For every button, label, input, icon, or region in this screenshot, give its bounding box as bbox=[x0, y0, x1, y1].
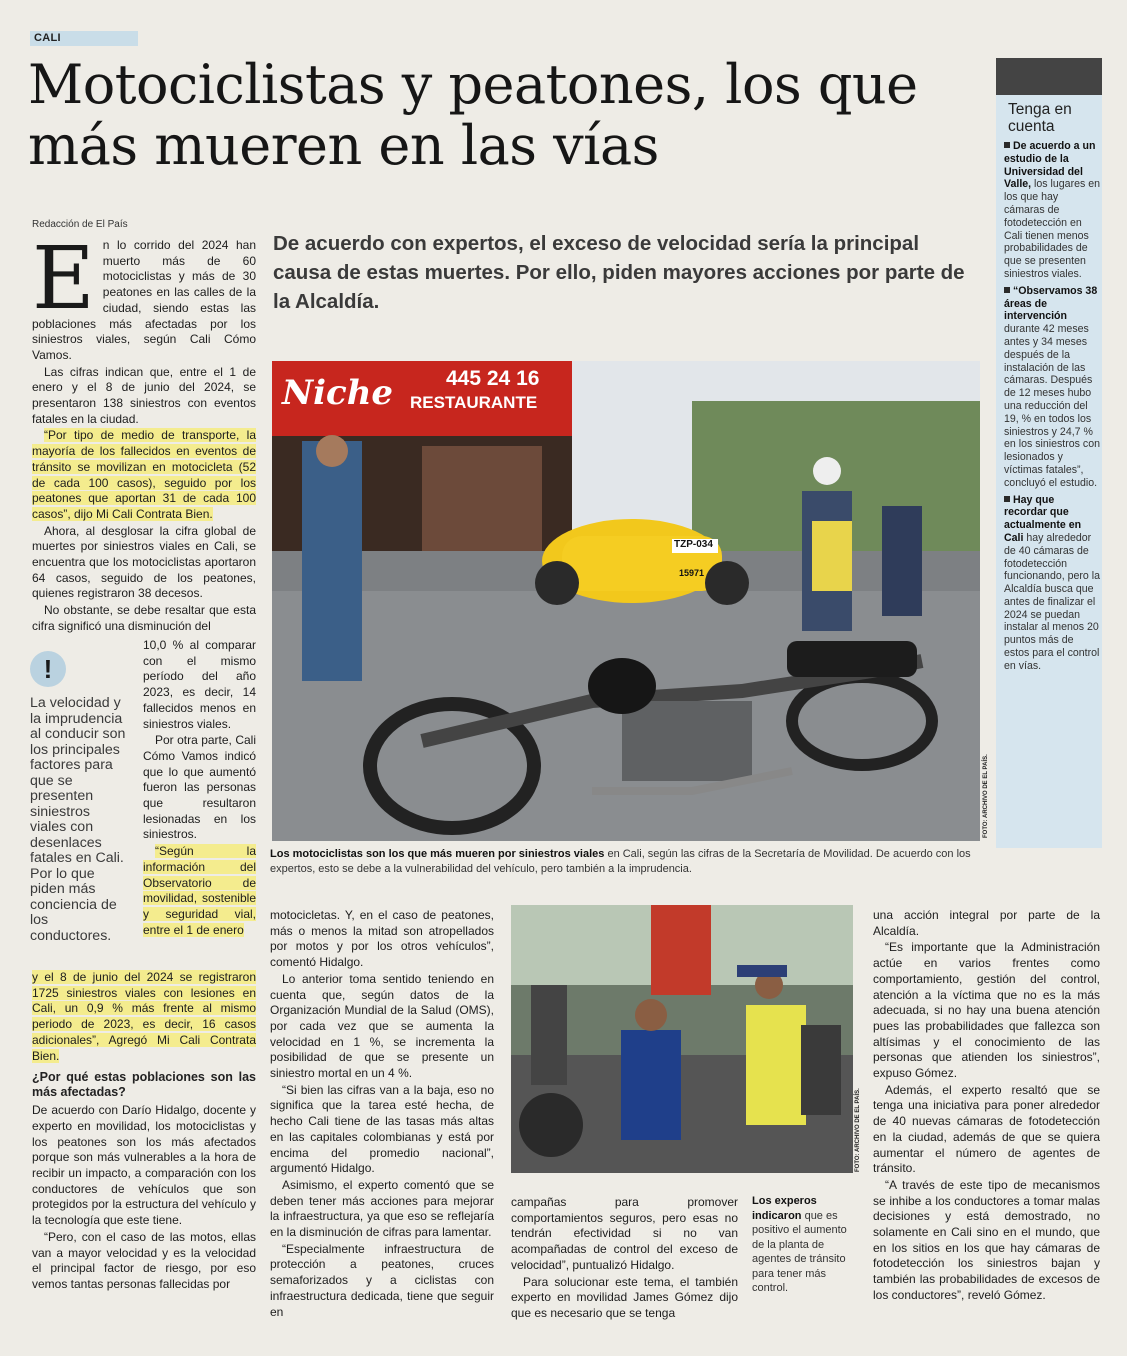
plate-number: TZP-034 bbox=[674, 539, 713, 550]
column-3 bbox=[511, 1195, 738, 1323]
paragraph: Por otra parte, Cali Cómo Vamos indicó que lo que aumentó fueron las personas que resultaron lesionadas en los siniestros. bbox=[143, 733, 256, 842]
paragraph: “Si bien las cifras van a la baja, eso no significa que la tarea esté hecha, de hecho Cali tiene de las tasas más altas en las capitales colombianas y está por encima del promedio nacional”, argumentó Hidalgo. bbox=[270, 1082, 494, 1176]
paragraph: De acuerdo con Darío Hidalgo, docente y experto en movilidad, los motociclistas y los peatones son los más afectados porque son más vulnerables a la hora de recibir un impacto, a comparación con los conductores de vehículos que son protegidos por la estructura del vehículo y la tecnología que este tiene. bbox=[32, 1103, 256, 1228]
caption-bold: Los experos indicaron bbox=[752, 1195, 817, 1222]
paragraph bbox=[143, 844, 256, 938]
paragraph: 10,0 % al comparar con el mismo período del año 2023, es decir, 14 fallecidos menos en siniestros viales. bbox=[143, 638, 256, 731]
paragraph: Además, el experto resaltó que se tenga una iniciativa para poner alrededor de 40 nuevas cámaras de fotodetección en la ciudad, además de que se quiera aumentar el número de agentes de tránsito. bbox=[873, 1082, 1100, 1176]
paragraph: una acción integral por parte de la Alcaldía. bbox=[873, 908, 1100, 938]
sidebar-item bbox=[1004, 285, 1100, 490]
paragraph: “Es importante que la Administración actúe en varios frentes como comportamiento, gestión del control, atención a la víctima que no es la más adecuada, si no hay una buena atención pues las probabilidades que fallezca son altísimas y el conocimiento de las personas que atienden los siniestros”, expuso Gómez. bbox=[873, 940, 1100, 1081]
paragraph: Para solucionar este tema, el también experto en movilidad James Gómez dijo que es necesario que se tenga bbox=[511, 1274, 738, 1320]
column-1-bottom bbox=[32, 970, 256, 1294]
highlighted-quote: y el 8 de junio del 2024 se registraron 1725 siniestros viales con lesiones en Cali, un 0,9 % más frente al mismo periodo de 2023, es decir, 16 casos adicionales”, Agregó Mi Cali Contrata Bien. bbox=[32, 970, 256, 1063]
paragraph: Asimismo, el experto comentó que se deben tener más acciones para mejorar la infraestructura, ya que eso se reflejaría en la disminución de cifras para lamentar. bbox=[270, 1177, 494, 1240]
pull-quote bbox=[30, 651, 130, 944]
sign-word: RESTAURANTE bbox=[410, 393, 538, 412]
paragraph: Ahora, al desglosar la cifra global de muertes por siniestros viales en Cali, se encuentra que los motociclistas aportaron 64 casos, seguido de los peatones, quienes registraron 38 decesos. bbox=[32, 523, 256, 601]
sidebar-header-bar bbox=[996, 58, 1102, 95]
sidebar-item-text: durante 42 meses antes y 34 meses después de la instalación de las cámaras. Después de 12 meses hubo una reducción del 19, % en todos los siniestros y 24,7 % en los siniestros con lesionados y víctimas fatales”, concluyó el estudio. bbox=[1004, 323, 1100, 489]
caption-rest: que es positivo el aumento de la planta de agentes de tránsito para tener más control. bbox=[752, 1209, 847, 1294]
sidebar-item bbox=[1004, 494, 1100, 673]
paragraph: No obstante, se debe resaltar que esta cifra significó una disminución del bbox=[32, 603, 256, 633]
crash-scene-illustration bbox=[272, 361, 980, 841]
highlighted-quote: “Según la información del Observatorio de movilidad, sostenible y seguridad vial, entre el 1 de enero bbox=[143, 844, 256, 937]
paragraph: Las cifras indican que, entre el 1 de enero y el 8 de junio del 2024, se presentaron 138 siniestros con eventos fatales en la ciudad. bbox=[32, 364, 256, 426]
paragraph: n lo corrido del 2024 han muerto más de 60 motociclistas y más de 30 peatones en las calles de la ciudad, siendo estas las poblaciones más afectadas por los siniestros viales, según Cali Cómo Vamos. bbox=[32, 238, 256, 362]
caption-rest: en Cali, según las cifras de la Secretaría de Movilidad. De acuerdo con los expertos, esto se debe a la vulnerabilidad del vehículo, pero también a la imprudencia. bbox=[270, 848, 971, 875]
column-1-narrow bbox=[143, 638, 256, 939]
photo-caption bbox=[752, 1194, 856, 1296]
sign-name: Niche bbox=[282, 373, 394, 413]
sidebar-tenga-en-cuenta bbox=[996, 58, 1102, 848]
sidebar-item-bold: Hay que recordar que actualmente en Cali bbox=[1004, 493, 1082, 544]
column-2 bbox=[270, 908, 494, 1321]
paragraph: campañas para promover comportamientos seguros, pero esas no tendrán efectividad si no van acompañadas de control del exceso de velocidad”, puntualizó Hidalgo. bbox=[511, 1195, 738, 1272]
deck-subtitle: De acuerdo con expertos, el exceso de velocidad sería la principal causa de estas muertes. Por ello, piden mayores acciones por parte de la Alcaldía. bbox=[273, 232, 965, 313]
sidebar-item-text: los lugares en los que hay cámaras de fotodetección en Cali tienen menos probabilidades de que se presenten siniestros viales. bbox=[1004, 178, 1101, 280]
sidebar-item-bold: “Observamos 38 áreas de intervención bbox=[1004, 284, 1098, 323]
photo-traffic-agents bbox=[511, 905, 853, 1173]
photo-credit: FOTO: ARCHIVO DE EL PAÍS. bbox=[983, 754, 989, 838]
paragraph: “Pero, con el caso de las motos, ellas van a mayor velocidad y es la velocidad el principal factor de riesgo, por eso vemos tantas personas fallecidas por bbox=[32, 1229, 256, 1291]
sidebar-item bbox=[1004, 140, 1100, 281]
sign-phone: 445 24 16 bbox=[446, 367, 540, 390]
caption-bold: Los motociclistas son los que más mueren por siniestros viales bbox=[270, 848, 605, 860]
bullet-square-icon bbox=[1004, 142, 1010, 148]
photo-motorcycle-crash bbox=[272, 361, 980, 841]
paragraph: “A través de este tipo de mecanismos se inhibe a los conductores a tomar malas decisiones y está demostrado, no solamente en Cali sino en el mundo, que en los sitios en los que hay cámaras de fotodetección los siniestros bajan y también las probabilidades de excesos de los conductores”, reveló Gómez. bbox=[873, 1177, 1100, 1302]
paragraph: “Especialmente infraestructura de protección a peatones, cruces semaforizados y a ciclistas con infraestructura dedicada, tiene que seguir en bbox=[270, 1241, 494, 1319]
column-1-top bbox=[32, 229, 256, 636]
sidebar-item-text: hay alrededor de 40 cámaras de fotodetección funcionando, pero la Alcaldía busca que antes de finalizar el 2024 se puedan instalar al menos 20 puntos más de estos para el control en vías. bbox=[1004, 531, 1101, 672]
photo-credit: FOTO: ARCHIVO DE EL PAÍS. bbox=[855, 1088, 861, 1172]
paragraph bbox=[32, 428, 256, 522]
paragraph: motocicletas. Y, en el caso de peatones, más o menos la mitad son atropellados por motos y por los otros vehículos”, comentó Hidalgo. bbox=[270, 908, 494, 970]
section-tag: CALI bbox=[30, 31, 138, 46]
bullet-square-icon bbox=[1004, 496, 1010, 502]
photo-caption bbox=[270, 847, 982, 877]
pull-quote-text: La velocidad y la imprudencia al conducir son los principales factores para que se presenten siniestros viales con desenlaces fatales en Cali. Por lo que piden más conciencia de los conductores. bbox=[30, 695, 126, 944]
column-4 bbox=[873, 908, 1100, 1305]
sidebar-item-bold: De acuerdo a un estudio de la Universidad del Valle, bbox=[1004, 140, 1096, 191]
traffic-agents-illustration bbox=[511, 905, 853, 1173]
paragraph: Lo anterior toma sentido teniendo en cuenta que, según datos de la Organización Mundial de la Salud (OMS), por cada vez que se aumenta la velocidad en 1 %, se incrementa la posibilidad de que se presente un siniestro mortal en un 4 %. bbox=[270, 971, 494, 1081]
exclamation-icon: ! bbox=[30, 651, 66, 687]
sidebar-title: Tenga en cuenta bbox=[1008, 101, 1072, 135]
byline: Redacción de El País bbox=[32, 219, 128, 230]
dropcap: E bbox=[32, 229, 95, 329]
headline: Motociclistas y peatones, los que más mueren en las vías bbox=[28, 53, 918, 177]
subheading: ¿Por qué estas poblaciones son las más afectadas? bbox=[32, 1070, 256, 1100]
bullet-square-icon bbox=[1004, 287, 1010, 293]
cab-number: 15971 bbox=[679, 568, 705, 578]
highlighted-quote: “Por tipo de medio de transporte, la mayoría de los fallecidos en eventos de tránsito se movilizan en motocicleta (52 de cada 100 casos), seguido por los peatones que aportan 31 de cada 100 casos”, dijo Mi Cali Contrata Bien. bbox=[32, 428, 256, 521]
paragraph bbox=[32, 970, 256, 1064]
